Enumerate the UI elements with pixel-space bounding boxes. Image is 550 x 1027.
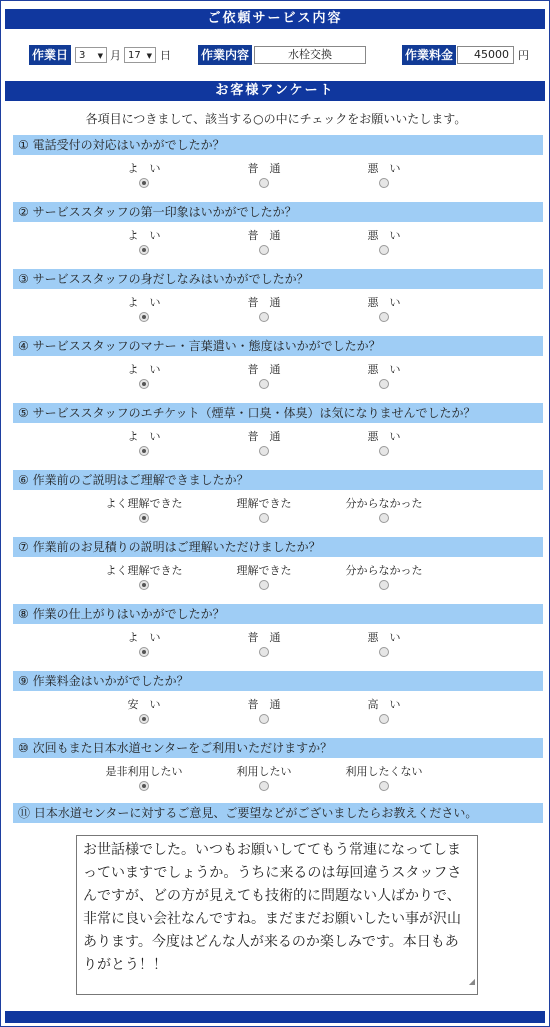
option-radio[interactable]	[139, 312, 149, 322]
option-radio[interactable]	[139, 178, 149, 188]
option-radio[interactable]	[259, 446, 269, 456]
option-radio[interactable]	[379, 647, 389, 657]
question-7-option[interactable]	[324, 564, 444, 593]
question-5-option[interactable]	[84, 430, 204, 459]
question-2-option[interactable]	[84, 229, 204, 258]
chevron-down-icon: ▼	[146, 52, 152, 60]
option-label: 悪 い	[367, 296, 401, 309]
option-label: 理解できた	[236, 497, 292, 510]
survey-intro: 各項目につきまして、該当する○の中にチェックをお願いいたします。	[85, 112, 467, 126]
option-label: 悪 い	[367, 631, 401, 644]
option-radio[interactable]	[139, 446, 149, 456]
option-radio[interactable]	[379, 312, 389, 322]
work-fee-label: 作業料金	[402, 45, 456, 65]
question-8: ⑧ 作業の仕上がりはいかがでしたか？	[13, 604, 543, 624]
option-radio[interactable]	[259, 580, 269, 590]
question-10: ⑩ 次回もまた日本水道センターをご利用いただけますか？	[13, 738, 543, 758]
option-label: 普 通	[247, 229, 281, 242]
option-label: 普 通	[247, 363, 281, 376]
option-radio[interactable]	[379, 379, 389, 389]
survey-banner: お客様アンケート	[5, 81, 545, 101]
day-value: 17	[128, 50, 141, 61]
option-label: 利用したくない	[345, 765, 423, 778]
option-label: 高 い	[367, 698, 401, 711]
day-unit: 日	[160, 49, 171, 62]
option-radio[interactable]	[379, 178, 389, 188]
option-label: 安 い	[127, 698, 161, 711]
option-radio[interactable]	[139, 513, 149, 523]
question-1-option[interactable]	[84, 162, 204, 191]
option-label: 悪 い	[367, 363, 401, 376]
question-2-option[interactable]	[204, 229, 324, 258]
option-radio[interactable]	[259, 245, 269, 255]
question-6-option[interactable]	[204, 497, 324, 526]
question-5: ⑤ サービススタッフのエチケット（煙草・口臭・体臭）は気になりませんでしたか？	[13, 403, 543, 423]
option-label: 悪 い	[367, 229, 401, 242]
option-label: 普 通	[247, 631, 281, 644]
question-7-option[interactable]	[204, 564, 324, 593]
question-10-option[interactable]	[324, 765, 444, 794]
option-radio[interactable]	[139, 245, 149, 255]
service-row	[1, 45, 550, 67]
option-label: 是非利用したい	[105, 765, 183, 778]
option-label: 利用したい	[236, 765, 292, 778]
option-radio[interactable]	[259, 379, 269, 389]
question-8-option[interactable]	[84, 631, 204, 660]
month-value: 3	[79, 50, 86, 61]
month-select[interactable]	[75, 47, 107, 63]
option-radio[interactable]	[139, 714, 149, 724]
option-label: 普 通	[247, 698, 281, 711]
question-2-option[interactable]	[324, 229, 444, 258]
option-label: 理解できた	[236, 564, 292, 577]
question-1: ① 電話受付の対応はいかがでしたか？	[13, 135, 543, 155]
option-radio[interactable]	[379, 513, 389, 523]
option-label: よく理解できた	[105, 564, 183, 577]
option-radio[interactable]	[259, 178, 269, 188]
option-label: 悪 い	[367, 162, 401, 175]
question-8-option[interactable]	[324, 631, 444, 660]
question-9: ⑨ 作業料金はいかがでしたか？	[13, 671, 543, 691]
question-6: ⑥ 作業前のご説明はご理解できましたか？	[13, 470, 543, 490]
option-label: 分からなかった	[345, 497, 423, 510]
day-select[interactable]	[124, 47, 156, 63]
option-label: 分からなかった	[345, 564, 423, 577]
question-6-option[interactable]	[84, 497, 204, 526]
option-label: よ い	[127, 430, 161, 443]
work-content-field[interactable]: 水栓交換	[254, 46, 366, 64]
chevron-down-icon: ▼	[97, 52, 103, 60]
comment-textarea[interactable]	[76, 835, 478, 995]
question-10-option[interactable]	[204, 765, 324, 794]
option-label: 普 通	[247, 296, 281, 309]
option-label: 普 通	[247, 430, 281, 443]
question-7: ⑦ 作業前のお見積りの説明はご理解いただけましたか？	[13, 537, 543, 557]
option-radio[interactable]	[139, 647, 149, 657]
work-date-label: 作業日	[29, 45, 71, 65]
option-radio[interactable]	[379, 781, 389, 791]
question-4: ④ サービススタッフのマナー・言葉遣い・態度はいかがでしたか？	[13, 336, 543, 356]
option-radio[interactable]	[139, 580, 149, 590]
question-4-option[interactable]	[204, 363, 324, 392]
option-radio[interactable]	[259, 714, 269, 724]
question-1-option[interactable]	[204, 162, 324, 191]
option-radio[interactable]	[259, 513, 269, 523]
option-radio[interactable]	[379, 714, 389, 724]
question-4-option[interactable]	[84, 363, 204, 392]
question-11: ⑪ 日本水道センターに対するご意見、ご要望などがございましたらお教えください。	[13, 803, 543, 823]
question-3: ③ サービススタッフの身だしなみはいかがでしたか？	[13, 269, 543, 289]
option-radio[interactable]	[259, 781, 269, 791]
question-7-option[interactable]	[84, 564, 204, 593]
fee-unit: 円	[518, 49, 529, 62]
question-9-option[interactable]	[324, 698, 444, 727]
option-label: よ い	[127, 229, 161, 242]
work-content-label: 作業内容	[198, 45, 252, 65]
question-9-option[interactable]	[204, 698, 324, 727]
question-9-option[interactable]	[84, 698, 204, 727]
option-label: 普 通	[247, 162, 281, 175]
question-3-option[interactable]	[84, 296, 204, 325]
option-label: よ い	[127, 631, 161, 644]
footer-bar	[5, 1011, 545, 1023]
question-1-option[interactable]	[324, 162, 444, 191]
option-radio[interactable]	[259, 312, 269, 322]
option-label: よ い	[127, 363, 161, 376]
option-label: よ い	[127, 162, 161, 175]
option-radio[interactable]	[139, 379, 149, 389]
question-6-option[interactable]	[324, 497, 444, 526]
question-10-option[interactable]	[84, 765, 204, 794]
question-5-option[interactable]	[204, 430, 324, 459]
comment-text: お世話様でした。いつもお願いしててもう常連になってしまっていますでしょうか。うちに来るのは毎回違うスタッフさんですが、どの方が見えても技術的に問題ない人ばかりで、非常に良い会社なんですね。まだまだお願いしたい事が沢山あります。今度はどんな人が来るのか楽しみです。本日もありがとう！！	[83, 842, 462, 973]
option-label: 悪 い	[367, 430, 401, 443]
question-2: ② サービススタッフの第一印象はいかがでしたか？	[13, 202, 543, 222]
option-radio[interactable]	[139, 781, 149, 791]
service-banner: ご依頼サービス内容	[5, 9, 545, 29]
question-3-option[interactable]	[324, 296, 444, 325]
option-radio[interactable]	[379, 245, 389, 255]
option-radio[interactable]	[379, 446, 389, 456]
option-label: よ い	[127, 296, 161, 309]
option-radio[interactable]	[379, 580, 389, 590]
question-4-option[interactable]	[324, 363, 444, 392]
resize-handle-icon[interactable]: ◢	[468, 977, 475, 986]
question-8-option[interactable]	[204, 631, 324, 660]
question-5-option[interactable]	[324, 430, 444, 459]
month-unit: 月	[110, 49, 121, 62]
work-fee-field[interactable]: 45000	[457, 46, 514, 64]
option-radio[interactable]	[259, 647, 269, 657]
question-3-option[interactable]	[204, 296, 324, 325]
option-label: よく理解できた	[105, 497, 183, 510]
